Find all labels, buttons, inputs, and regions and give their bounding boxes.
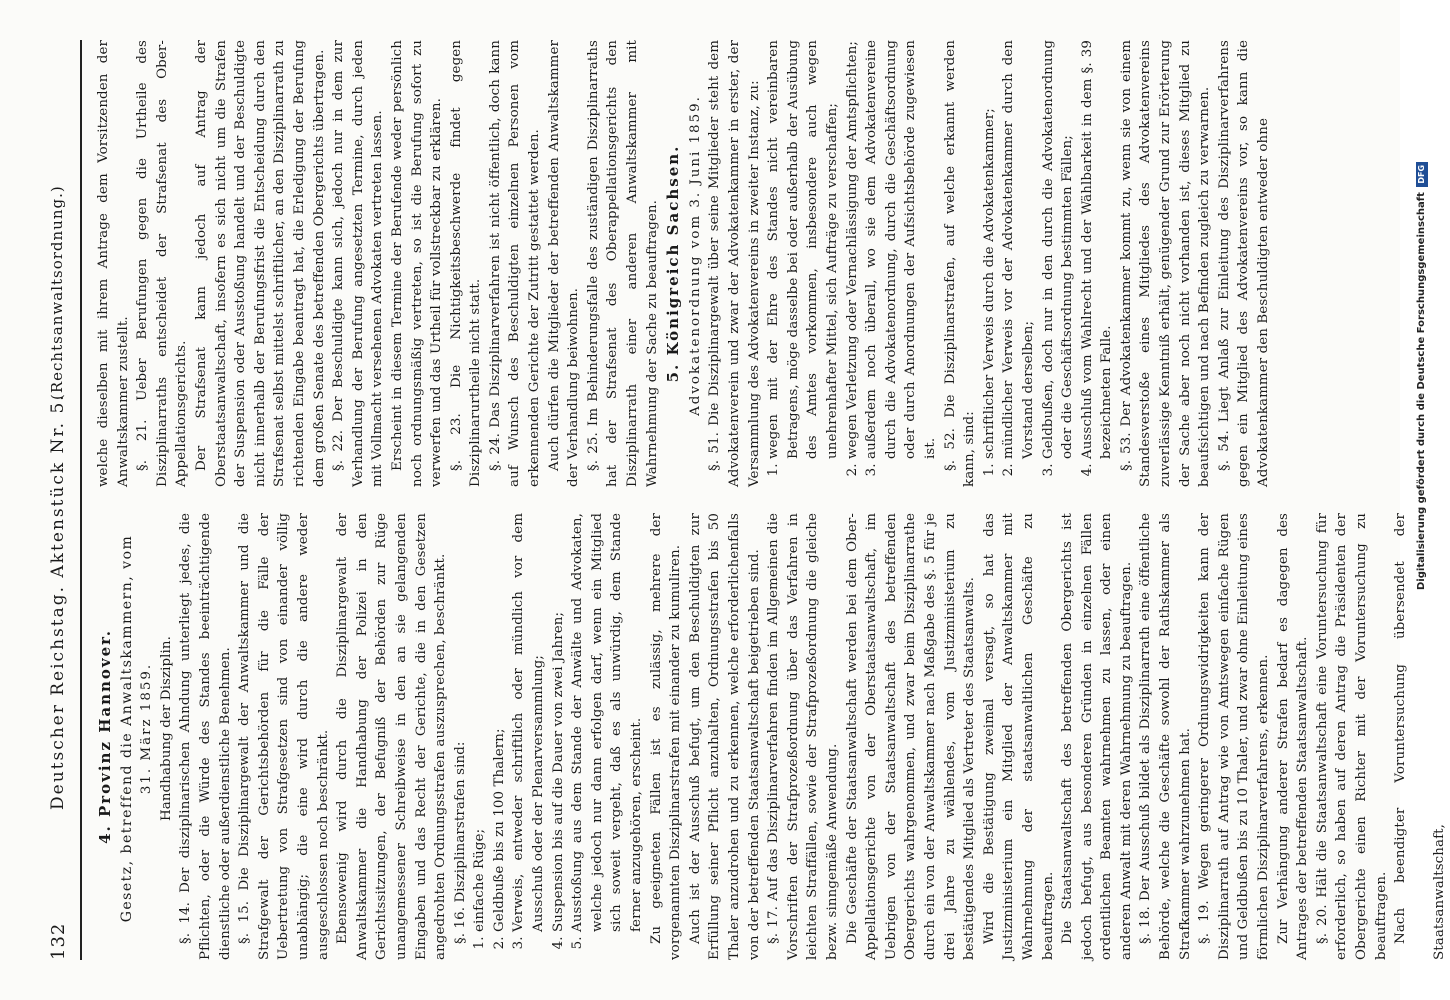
list-item: 1. wegen mit der Ehre des Standes nicht vereinbaren Betragens, möge dasselbe bei oder außerhalb der Ausübung des Amtes vorkommen, insbesondere auch wegen unehrenhafter Mittel, sich Aufträge zu verschaffen; bbox=[764, 40, 842, 459]
list-item: 4. Suspension bis auf die Dauer von zwei Jahren; bbox=[549, 513, 569, 932]
paragraph: §. 18. Der Ausschuß bildet als Disziplinarrath eine öffentliche Behörde, welche die Geschäfte sowohl der Rathskammer als Strafkammer wahrzunehmen hat. bbox=[1138, 513, 1193, 960]
list-item: 2. mündlicher Verweis vor der Advokatenkammer durch den Vorstand derselben; bbox=[999, 40, 1038, 459]
paragraph: §. 17. Auf das Disziplinarverfahren finden im Allgemeinen die Vorschriften der Strafprozeßordnung über das Verfahren in leichten Straffällen, sowie der Strafprozeßordnung die gleiche bezw. sinngemäße Anwendung. bbox=[766, 513, 840, 960]
credit-line bbox=[1410, 0, 1434, 1000]
paragraph: §. 15. Die Disziplinargewalt der Anwaltskammer und die Strafgewalt der Gerichtsbehörden für die Fälle der Uebertretung von Strafgesetzen sind von einander völlig unabhängig; die eine wird durch die andere weder ausgeschlossen noch beschränkt. bbox=[237, 513, 331, 960]
paragraph: Ebensowenig wird durch die Disziplinargewalt der Anwaltskammer die Handhabung der Polizei in den Gerichtssitzungen, der Befugniß der Behörden zur Rüge unangemessener Schreibweise in den an sie gelangenden Eingaben und das Recht der Gerichte, die in den Gesetzen angedrohten Ordnungsstrafen auszusprechen, beschränkt. bbox=[335, 513, 449, 960]
section-heading-sachsen: 5. Königreich Sachsen. bbox=[664, 144, 683, 383]
penalty-list bbox=[980, 40, 1117, 487]
paragraph: §. 19. Wegen geringerer Ordnungswidrigkeiten kann der Disziplinarrath auf Antrag wie von Amtswegen einfache Rügen und Geldbußen bis zu 10 Thaler, und zwar ohne Einleitung eines förmlichen Disziplinarverfahrens, erkennen. bbox=[1197, 513, 1272, 960]
list-item: 2. wegen Verletzung oder Vernachlässigung der Amtspflichten; bbox=[843, 40, 863, 459]
paragraph: §. 25. Im Behinderungsfalle des zuständigen Disziplinarraths hat der Strafsenat des Oberappellationsgerichts den Disziplinarrath einer anderen Anwaltskammer mit Wahrnehmung der Sache zu beauftragen. bbox=[585, 40, 660, 487]
penalty-list bbox=[470, 513, 646, 960]
page-number: 132 bbox=[48, 922, 69, 960]
list-item: 5. Ausstoßung aus dem Stande der Anwälte und Advokaten, welche jedoch nur dann erfolgen darf, wenn ein Mitglied sich soweit vergeht, daß es als unwürdig, dem Stande ferner anzugehören, erscheint. bbox=[568, 513, 646, 932]
paragraph: §. 54. Liegt Anlaß zur Einleitung des Disziplinarverfahrens gegen ein Mitglied des Advokatenvereins vor, so kann die Advokatenkammer den Beschuldigten entweder ohne bbox=[1216, 40, 1272, 487]
credit-text: Digitalisierung gefördert durch die Deutsche Forschungsgemeinschaft bbox=[1416, 192, 1427, 590]
section-heading-hannover: 4. Provinz Hannover. bbox=[96, 629, 114, 844]
law-title: Advokatenordnung vom 3. Juni 1859. bbox=[687, 95, 703, 416]
paragraph: §. 20. Hält die Staatsanwaltschaft eine Voruntersuchung für erforderlich, so haben auf deren Antrag die Präsidenten der Obergerichte einen Richter mit der Voruntersuchung zu beauftragen. bbox=[1314, 513, 1389, 960]
paragraph: welche dieselben mit ihrem Antrage dem Vorsitzenden der Anwaltskammer zustellt. bbox=[96, 40, 131, 487]
offense-list bbox=[764, 40, 940, 487]
paragraph: Die Geschäfte der Staatsanwaltschaft werden bei dem Ober-Appellationsgerichte von der Oberstaatsanwaltschaft, im Uebrigen von der Staatsanwaltschaft des betreffenden Obergerichts wahrgenommen, und zwar beim Disziplinarrathe durch ein von der Anwaltskammer nach Maßgabe des §. 5 für je drei Jahre zu wählendes, vom Justizministerium zu bestätigendes Mitglied als Vertreter des Staatsanwalts. bbox=[844, 513, 978, 960]
paragraph: §. 14. Der disziplinarischen Ahndung unterliegt jedes, die Pflichten, oder die Würde des Standes beeinträchtigende dienstliche oder außerdienstliche Benehmen. bbox=[178, 513, 233, 960]
paragraph: §. 51. Die Disziplinargewalt über seine Mitglieder steht dem Advokatenverein und zwar der Advokatenkammer in erster, der Versammlung des Advokatenvereins in zweiter Instanz, zu: bbox=[707, 40, 762, 487]
paragraph: Zur Verhängung anderer Strafen bedarf es dagegen des Antrages der betreffenden Staatsanwaltschaft. bbox=[1275, 513, 1311, 960]
list-item: 3. Verweis, entweder schriftlich oder mündlich vor dem Ausschuß oder der Plenarversammlung; bbox=[509, 513, 548, 932]
section-note: (Rechtsanwaltsordnung.) bbox=[48, 185, 66, 400]
paragraph: §. 52. Die Disziplinarstrafen, auf welche erkannt werden kann, sind: bbox=[942, 40, 978, 487]
page-header bbox=[34, 40, 82, 960]
law-date: 31. März 1859. bbox=[139, 662, 155, 795]
running-title: Deutscher Reichstag. Aktenstück Nr. 5. bbox=[48, 393, 68, 810]
paragraph: Erscheint in diesem Termine der Berufende weder persönlich noch ordnungsmäßig vertreten, so ist die Berufung sofort zu verwerfen und das Urtheil für vollstreckbar zu erklären. bbox=[389, 40, 445, 487]
paragraph: Die Staatsanwaltschaft des betreffenden Obergerichts ist jedoch befugt, aus besonderen Gründen in einzelnen Fällen ordentlichen Beamten wahrnehmen zu lassen, oder einen anderen Anwalt mit deren Wahrnehmung zu beauftragen. bbox=[1060, 513, 1134, 960]
paragraph: §. 21. Ueber Berufungen gegen die Urtheile des Disziplinarraths entscheidet der Strafsenat des Ober-Appellationsgerichts. bbox=[135, 40, 190, 487]
column-right bbox=[94, 40, 1314, 487]
paragraph: §. 24. Das Disziplinarverfahren ist nicht öffentlich, doch kann auf Wunsch des Beschuldigten einzelnen Personen vom erkennenden Gerichte der Zutritt gestattet werden. bbox=[487, 40, 543, 487]
paragraph: Der Strafsenat kann jedoch auf Antrag der Oberstaatsanwaltschaft, insofern es sich nicht um die Strafen der Suspension oder Ausstoßung handelt und der Beschuldigte nicht innerhalb der Berufungsfrist die Entscheidung durch den Strafsenat selbst mittelst schriftlicher, an den Disziplinarrath zu richtenden Eingabe beantragt hat, die Erledigung der Berufung dem großen Senate des betreffenden Obergerichts übertragen. bbox=[193, 40, 327, 487]
law-title: Gesetz, betreffend die Anwaltskammern, vom bbox=[118, 534, 135, 923]
dfg-logo: DFG bbox=[1416, 162, 1428, 187]
list-item: 1. einfache Rüge; bbox=[470, 513, 490, 932]
paragraph: §. 22. Der Beschuldigte kann sich, jedoch nur in dem zur Verhandlung der Berufung angesetzten Termine, durch jeden mit Vollmacht versehenen Advokaten vertreten lassen. bbox=[331, 40, 386, 487]
subheading: Handhabung der Disziplin. bbox=[158, 636, 174, 822]
paragraph: Auch dürfen die Mitglieder der betreffenden Anwaltskammer der Verhandlung beiwohnen. bbox=[546, 40, 582, 487]
paragraph: Zu geeigneten Fällen ist es zulässig, mehrere der vorgenannten Disziplinarstrafen mit einander zu kumuliren. bbox=[648, 513, 684, 960]
list-item: 3. außerdem noch überall, wo sie dem Advokatenvereine durch die Advokatenordnung, durch die Geschäftsordnung oder durch Anordnungen der Aufsichtsbehörde zugewiesen ist. bbox=[862, 40, 940, 459]
list-item: 2. Geldbuße bis zu 100 Thalern; bbox=[490, 513, 510, 932]
column-left bbox=[94, 513, 1448, 960]
list-item: 1. schriftlicher Verweis durch die Advokatenkammer; bbox=[980, 40, 1000, 459]
list-item: 4. Ausschluß vom Wahlrecht und der Wählbarkeit in dem §. 39 bezeichneten Falle. bbox=[1078, 40, 1117, 459]
paragraph: §. 53. Der Advokatenkammer kommt zu, wenn sie von einem Standesverstoße eines Mitgliedes des Advokatenvereins zuverlässige Kenntniß erhält, genügender Grund zur Erörterung der Sache aber noch nicht vorhanden ist, dieses Mitglied zu beaufsichtigen und nach Befinden zugleich zu verwarnen. bbox=[1118, 40, 1213, 487]
list-item: 3. Geldbußen, doch nur in den durch die Advokatenordnung oder die Geschäftsordnung bestimmten Fällen; bbox=[1039, 40, 1078, 459]
paragraph: §. 23. Die Nichtigkeitsbeschwerde findet gegen Disziplinarurtheile nicht statt. bbox=[448, 40, 484, 487]
credit-sidebar bbox=[1408, 0, 1432, 1000]
paragraph: §. 16. Disziplinarstrafen sind: bbox=[452, 741, 468, 944]
paragraph: Wird die Bestätigung zweimal versagt, so hat das Justizministerium ein Mitglied der Anwaltskammer mit Wahrnehmung der staatsanwaltlichen Geschäfte zu beauftragen. bbox=[981, 513, 1056, 960]
paragraph: Nach beendigter Voruntersuchung übersendet der Staatsanwaltschaft, bbox=[1393, 513, 1448, 960]
paragraph: Auch ist der Ausschuß befugt, um den Beschuldigten zur Erfüllung seiner Pflicht anzuhalten, Ordnungsstrafen bis 50 Thaler anzudrohen und zu erkennen, welche erforderlichenfalls von der betreffenden Staatsanwaltschaft beigetrieben sind. bbox=[687, 513, 762, 960]
